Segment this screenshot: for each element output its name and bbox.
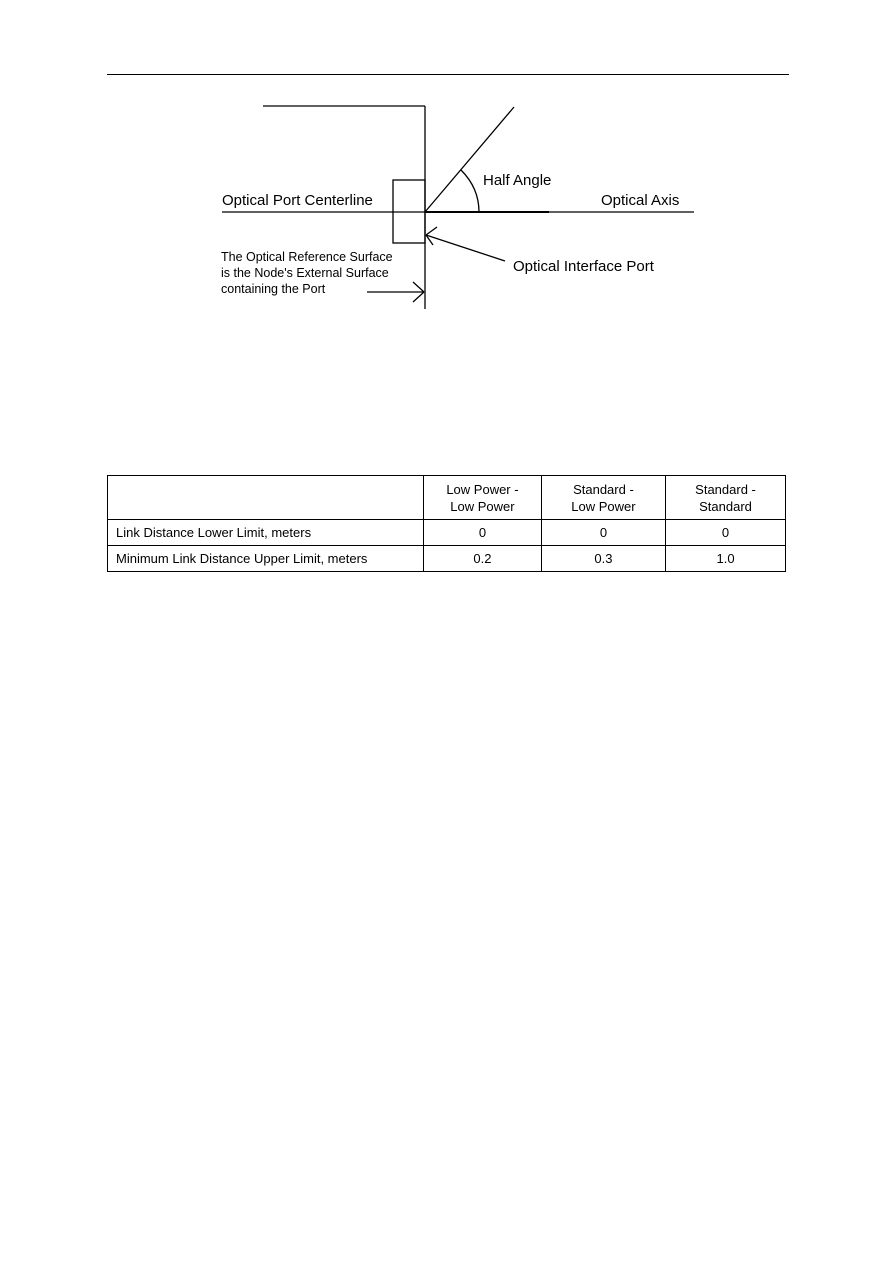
table-row	[108, 520, 786, 546]
table-cell: 0.3	[541, 546, 665, 572]
table-cell: 0	[424, 520, 542, 546]
header-line: Low Power	[450, 498, 515, 514]
optical-port-diagram	[0, 0, 893, 340]
optical-interface-port-label: Optical Interface Port	[513, 258, 654, 275]
half-angle-label: Half Angle	[483, 172, 552, 189]
optical-port-centerline-label: Optical Port Centerline	[222, 192, 373, 209]
table-row	[108, 546, 786, 572]
table-cell: 0.2	[424, 546, 542, 572]
half-angle-ray	[425, 107, 514, 212]
optical-interface-port-arrow	[426, 227, 505, 261]
row-label: Link Distance Lower Limit, meters	[108, 520, 424, 546]
row-label: Minimum Link Distance Upper Limit, meters	[108, 546, 424, 572]
link-distance-table	[107, 475, 786, 572]
table-cell: 0	[541, 520, 665, 546]
table-header-row	[108, 476, 786, 520]
optical-axis-label: Optical Axis	[601, 192, 680, 209]
table-cell: 1.0	[666, 546, 786, 572]
reference-surface-note-line-3: containing the Port	[221, 282, 326, 296]
header-line: Standard -	[695, 481, 756, 497]
header-line: Standard	[699, 498, 752, 514]
reference-surface-note-line-1: The Optical Reference Surface	[221, 250, 393, 264]
reference-surface-arrow	[367, 282, 424, 302]
header-line: Standard -	[573, 481, 634, 497]
table-header-standard-standard	[666, 476, 786, 520]
header-line: Low Power	[571, 498, 636, 514]
table-header-standard-low-power	[541, 476, 665, 520]
table-header-empty	[108, 476, 424, 520]
half-angle-arc	[461, 170, 479, 212]
header-line: Low Power -	[446, 481, 519, 497]
table-header-low-power-low-power	[424, 476, 542, 520]
table-cell: 0	[666, 520, 786, 546]
reference-surface-note-line-2: is the Node's External Surface	[221, 266, 389, 280]
